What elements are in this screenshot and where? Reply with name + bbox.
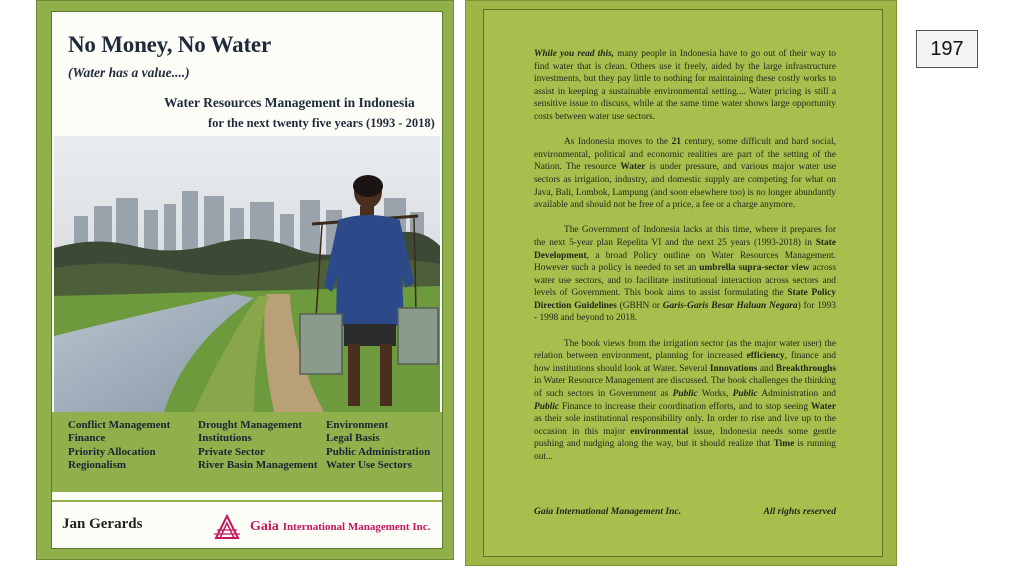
text-span: century, some difficult and hard social, environmental, political and economic realities are part of the setting of the Nation. The resource	[534, 137, 836, 173]
text-span: is under pressure, and various major water use sectors as irrigation, industry, and domestic supply are competing for what on Java, Bali, Lombok, Lampung (and soon elsewhere too) is no longer abundantly available and should not be free of a price, a fee or a charge anymore.	[534, 162, 836, 211]
bold-span: Breakthroughs	[775, 363, 837, 374]
bold-span: 21	[671, 137, 681, 148]
bold-span: Time	[773, 439, 795, 450]
book-subtitle: (Water has a value....)	[68, 65, 190, 80]
text-span: and	[757, 363, 776, 374]
paragraph-1	[534, 48, 836, 124]
text-span: issue, Indonesia needs some gentle pushing and nudging along the way, but it should realize that	[534, 426, 836, 450]
bold-span: Innovations	[709, 363, 758, 374]
text-span: (GBHN or	[616, 300, 663, 311]
book-heading: Water Resources Management in Indonesia	[164, 95, 415, 110]
text-span: as their sole institutional responsibility only. In order to rise and live up to the occasion in this major	[534, 414, 836, 437]
topic-item: Priority Allocation	[68, 445, 156, 458]
topic-item: Legal Basis	[326, 432, 380, 445]
back-cover-panel	[483, 9, 883, 557]
text-span: The Government of Indonesia lacks at this time, where it prepares for the next 5-year plan Repelita VI and the next 25 years (1993-2018) in	[534, 225, 836, 248]
text-span: Finance to increase their coordination efforts, and to stop seeing	[559, 401, 811, 412]
publisher-rest: International Management Inc.	[282, 521, 431, 533]
topics-column-3	[326, 419, 430, 473]
bold-span: State Development	[534, 237, 836, 261]
book-title: No Money, No Water	[68, 32, 271, 57]
text-span: across water use sectors, and to facilitate institutional interaction across sectors and levels of Government. This book aims to assist formulating the	[534, 263, 836, 299]
bold-italic-span: Public	[672, 389, 698, 400]
bold-span: Water	[811, 401, 836, 412]
publisher-logo-icon	[212, 512, 242, 542]
topic-item: Private Sector	[198, 445, 265, 458]
topics-column-2	[198, 419, 318, 473]
bold-italic-span: Public	[534, 401, 559, 412]
text-span: in Water Resource Management are discussed. The book challenges the thinking of such sectors in Government as	[534, 376, 836, 400]
author-name: Jan Gerards	[62, 516, 143, 532]
topic-item: Regionalism	[68, 459, 127, 472]
topic-item: Institutions	[198, 432, 252, 445]
back-cover-footer	[534, 506, 836, 517]
text-span: , a broad Policy outline on Water Resources Management. However such a policy is needed to set an	[534, 250, 836, 274]
text-span: As Indonesia moves to the	[564, 137, 672, 148]
topic-item: Conflict Management	[68, 419, 171, 431]
front-cover	[36, 0, 454, 560]
text-span: many people in Indonesia have to go out of their way to find water that is clean. Others use it freely, aided by the large infrastructure investments, but they pay little to nothing for maintaining these costly works to assist in keeping a sustainable environmental setting.... Water pricing is still a sensitive issue to discuss, while at the same time water shows large opportunity costs between water use sectors.	[534, 49, 836, 122]
bold-italic-span: Garis-Garis Besar Haluan Negara	[662, 300, 798, 311]
page-number: 197	[916, 30, 978, 68]
text-span: is running out...	[534, 439, 836, 462]
publisher-name	[250, 517, 430, 535]
back-cover-text	[534, 48, 836, 476]
front-cover-panel	[51, 11, 443, 549]
rights-notice: All rights reserved	[763, 506, 836, 517]
text-span: ) for 1993 - 1998 and beyond to 2018.	[534, 300, 836, 324]
cover-footer	[52, 500, 442, 549]
bold-italic-span: Public	[732, 389, 758, 400]
bold-span: environmental	[630, 426, 689, 437]
text-span: Works,	[697, 389, 733, 400]
book-heading-sub: for the next twenty five years (1993 - 2018)	[208, 116, 435, 130]
bottom-strip	[0, 568, 1024, 576]
paragraph-2	[534, 136, 836, 212]
lead-phrase: While you read this,	[534, 49, 615, 59]
cover-photo	[54, 136, 440, 412]
paragraph-4	[534, 338, 836, 464]
cover-photo-illustration	[54, 136, 440, 412]
text-span: The book views from the irrigation sector (as the major water user) the relation between environment, planning for increased	[534, 338, 836, 362]
text-span: Administration and	[757, 389, 836, 400]
topic-item: Environment	[326, 419, 389, 431]
bold-span: efficiency	[746, 351, 785, 362]
paragraph-3	[534, 224, 836, 325]
topic-item: River Basin Management	[198, 459, 318, 472]
topic-item: Water Use Sectors	[326, 459, 412, 472]
bold-span: Water	[620, 162, 646, 173]
bold-span: State Policy Direction Guidelines	[534, 288, 836, 311]
text-span: , finance and how institutions should look at Water. Several	[534, 351, 836, 374]
publisher-credit: Gaia International Management Inc.	[534, 506, 682, 517]
topic-item: Finance	[68, 432, 106, 445]
back-cover	[465, 0, 897, 566]
bold-span: umbrella supra-sector view	[699, 263, 810, 274]
topics-band	[52, 412, 442, 492]
topic-item: Drought Management	[198, 419, 302, 431]
topic-item: Public Administration	[326, 445, 431, 458]
topics-column-1	[68, 419, 170, 473]
publisher-main: Gaia	[250, 519, 279, 534]
